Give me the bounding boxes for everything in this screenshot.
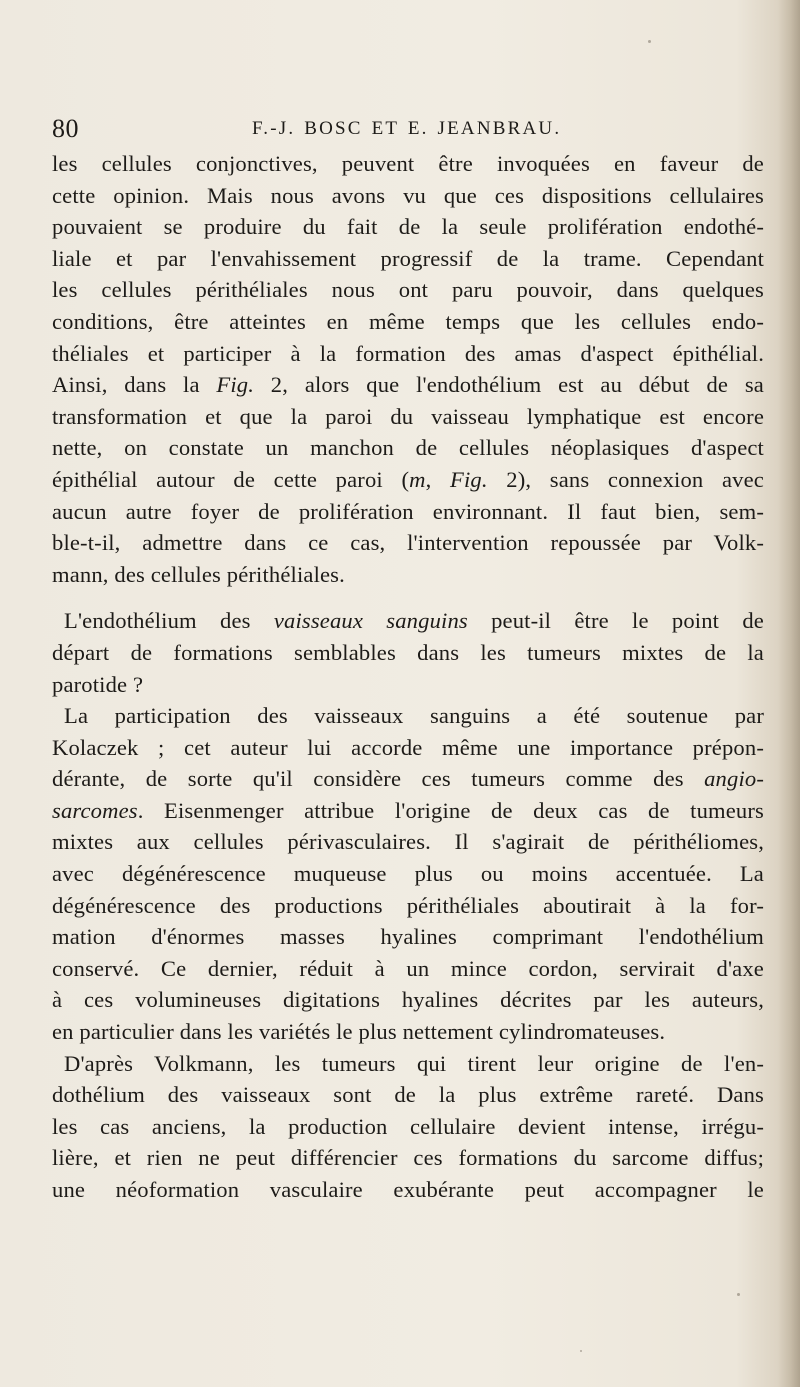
text-line: les cellules périthéliales nous ont paru pouvoir, dans quelques <box>52 277 764 303</box>
text-line: Ainsi, dans la Fig. 2, alors que l'endothélium est au début de sa <box>52 372 764 398</box>
text-line: les cellules conjonctives, peuvent être invoquées en faveur de <box>52 151 764 176</box>
text-line: nette, on constate un manchon de cellules néoplasiques d'aspect <box>52 435 764 461</box>
text-line: cette opinion. Mais nous avons vu que ces dispositions cellulaires <box>52 182 764 208</box>
paragraph-4 <box>52 1048 764 1206</box>
text-line: aucun autre foyer de prolifération environnant. Il faut bien, sem- <box>52 498 764 524</box>
body-text <box>52 148 764 1206</box>
paragraph-gap <box>52 590 764 605</box>
text-line: les cas anciens, la production cellulaire devient intense, irrégu- <box>52 1113 764 1139</box>
text-line: Kolaczek ; cet auteur lui accorde même une importance prépon- <box>52 734 764 760</box>
text-line: lière, et rien ne peut différencier ces formations du sarcome diffus; <box>52 1145 764 1171</box>
page-edge-shadow <box>778 0 800 1387</box>
page-number: 80 <box>52 114 79 143</box>
text-line: dérante, de sorte qu'il considère ces tumeurs comme des angio- <box>52 766 764 792</box>
text-line: théliales et participer à la formation des amas d'aspect épithélial. <box>52 340 764 366</box>
text-line: mixtes aux cellules périvasculaires. Il s'agirait de périthéliomes, <box>52 829 764 855</box>
text-line: dégénérescence des productions périthéliales aboutirait à la for- <box>52 892 764 918</box>
text-line: mation d'énormes masses hyalines comprimant l'endothélium <box>52 924 764 950</box>
text-line: pouvaient se produire du fait de la seule prolifération endothé- <box>52 214 764 240</box>
text-line: L'endothélium des vaisseaux sanguins peut-il être le point de <box>64 608 764 634</box>
text-line: en particulier dans les variétés le plus nettement cylindromateuses. <box>52 1019 666 1045</box>
paper-speck <box>737 1293 740 1296</box>
text-line: épithélial autour de cette paroi (m, Fig. 2), sans connexion avec <box>52 466 764 492</box>
text-line: transformation et que la paroi du vaisseau lymphatique est encore <box>52 403 764 429</box>
text-line: liale et par l'envahissement progressif de la trame. Cependant <box>52 245 764 271</box>
text-line: D'après Volkmann, les tumeurs qui tirent leur origine de l'en- <box>64 1050 764 1076</box>
text-line: parotide ? <box>52 671 144 697</box>
text-line: La participation des vaisseaux sanguins a été soutenue par <box>64 703 764 729</box>
text-line: conservé. Ce dernier, réduit à un mince cordon, servirait d'axe <box>52 955 764 981</box>
text-line: départ de formations semblables dans les tumeurs mixtes de la <box>52 639 764 665</box>
paragraph-1 <box>52 148 764 590</box>
text-line: avec dégénérescence muqueuse plus ou moins accentuée. La <box>52 861 764 887</box>
paper-speck <box>580 1350 582 1352</box>
text-line: dothélium des vaisseaux sont de la plus extrême rareté. Dans <box>52 1082 764 1108</box>
running-head-authors: F.-J. BOSC ET E. JEANBRAU. <box>252 118 562 139</box>
text-line: ble-t-il, admettre dans ce cas, l'intervention repoussée par Volk- <box>52 530 764 556</box>
text-line: conditions, être atteintes en même temps que les cellules endo- <box>52 308 764 334</box>
paper-speck <box>648 40 651 43</box>
text-line: une néoformation vasculaire exubérante peut accompagner le <box>52 1177 764 1202</box>
text-line: mann, des cellules périthéliales. <box>52 561 345 587</box>
text-line: à ces volumineuses digitations hyalines décrites par les auteurs, <box>52 987 764 1013</box>
running-head <box>52 114 772 146</box>
paragraph-2 <box>52 605 764 700</box>
paragraph-3 <box>52 700 764 1048</box>
text-line: sarcomes. Eisenmenger attribue l'origine de deux cas de tumeurs <box>52 797 764 823</box>
